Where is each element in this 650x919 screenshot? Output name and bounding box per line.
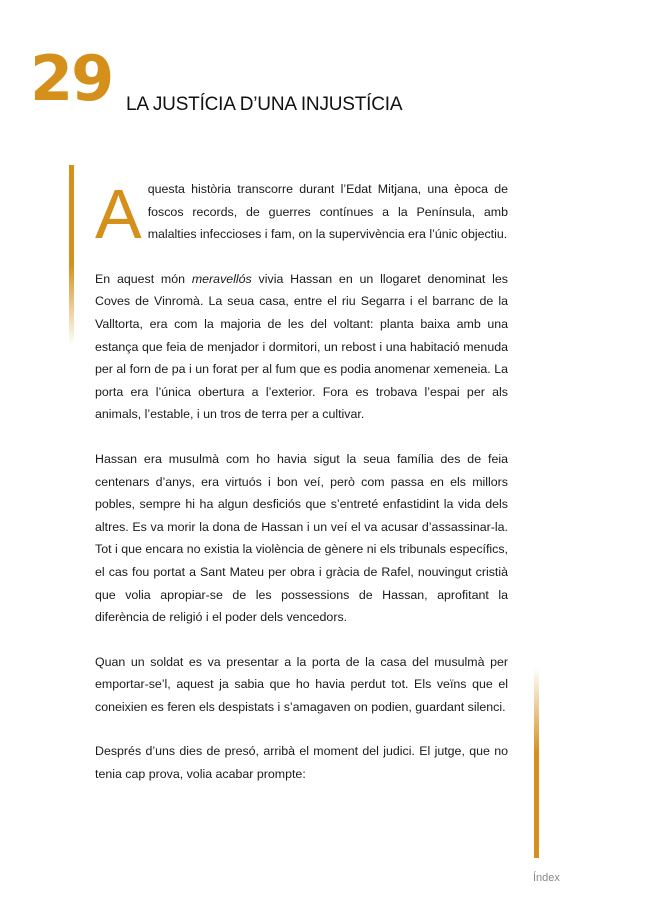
decorative-bar-left <box>69 165 74 345</box>
paragraph-4: Quan un soldat es va presentar a la porta de la casa del musulmà per emportar-se’l, aquest ja sabia que ho havia perdut tot. Els veïns que el coneixien es feren els despistats i s’amagaven on podien, guardant silenci. <box>95 654 508 714</box>
paragraph-5: Després d’uns dies de presó, arribà el moment del judici. El jutge, que no tenia cap prova, volia acabar prompte: <box>95 744 508 782</box>
chapter-number: 29 <box>30 42 113 115</box>
paragraph-2-start: En aquest món <box>95 271 192 286</box>
body-text <box>95 175 508 808</box>
drop-cap: A <box>95 175 142 253</box>
decorative-bar-right <box>534 668 539 858</box>
index-link[interactable]: Índex <box>533 872 560 884</box>
paragraph-3: Hassan era musulmà com ho havia sigut la seua família des de feia centenars d’anys, era virtuós i bon veí, però com passa en els millors pobles, sempre hi ha algun desficiós que s’entreté enfastidint la vida dels altres. Es va morir la dona de Hassan i un veí el va acusar d’assassinar-la. Tot i que encara no existia la violència de gènere ni els tribunals específics, el cas fou portat a Sant Mateu per obra i gràcia de Rafel, nouvingut cristià que volia apropiar-se de les possessions de Hassan, aprofitant la diferència de religió i el poder dels vencedors. <box>95 451 508 625</box>
paragraph-1-text: questa història transcorre durant l’Edat Mitjana, una època de foscos records, de guerres contínues a la Península, amb malalties infeccioses i fam, on la supervivència era l’únic objectiu. <box>147 182 508 242</box>
paragraph-1 <box>95 175 508 253</box>
chapter-title: LA JUSTÍCIA D’UNA INJUSTÍCIA <box>126 94 403 115</box>
paragraph-2 <box>95 268 508 426</box>
paragraph-2-italic: meravellós <box>191 271 252 286</box>
paragraph-2-end: vivia Hassan en un llogaret denominat les Coves de Vinromà. La seua casa, entre el riu Segarra i el barranc de la Valltorta, era com la majoria de les del voltant: planta baixa amb una estança que feia de menjador i dormitori, un rebost i una habitació menuda per al forn de pa i un forat per al fum que es podia anomenar xemeneia. La porta era l’única obertura a l’exterior. Fora es trobava l’espai per als animals, l’estable, i un tros de terra per a cultivar. <box>95 271 508 422</box>
